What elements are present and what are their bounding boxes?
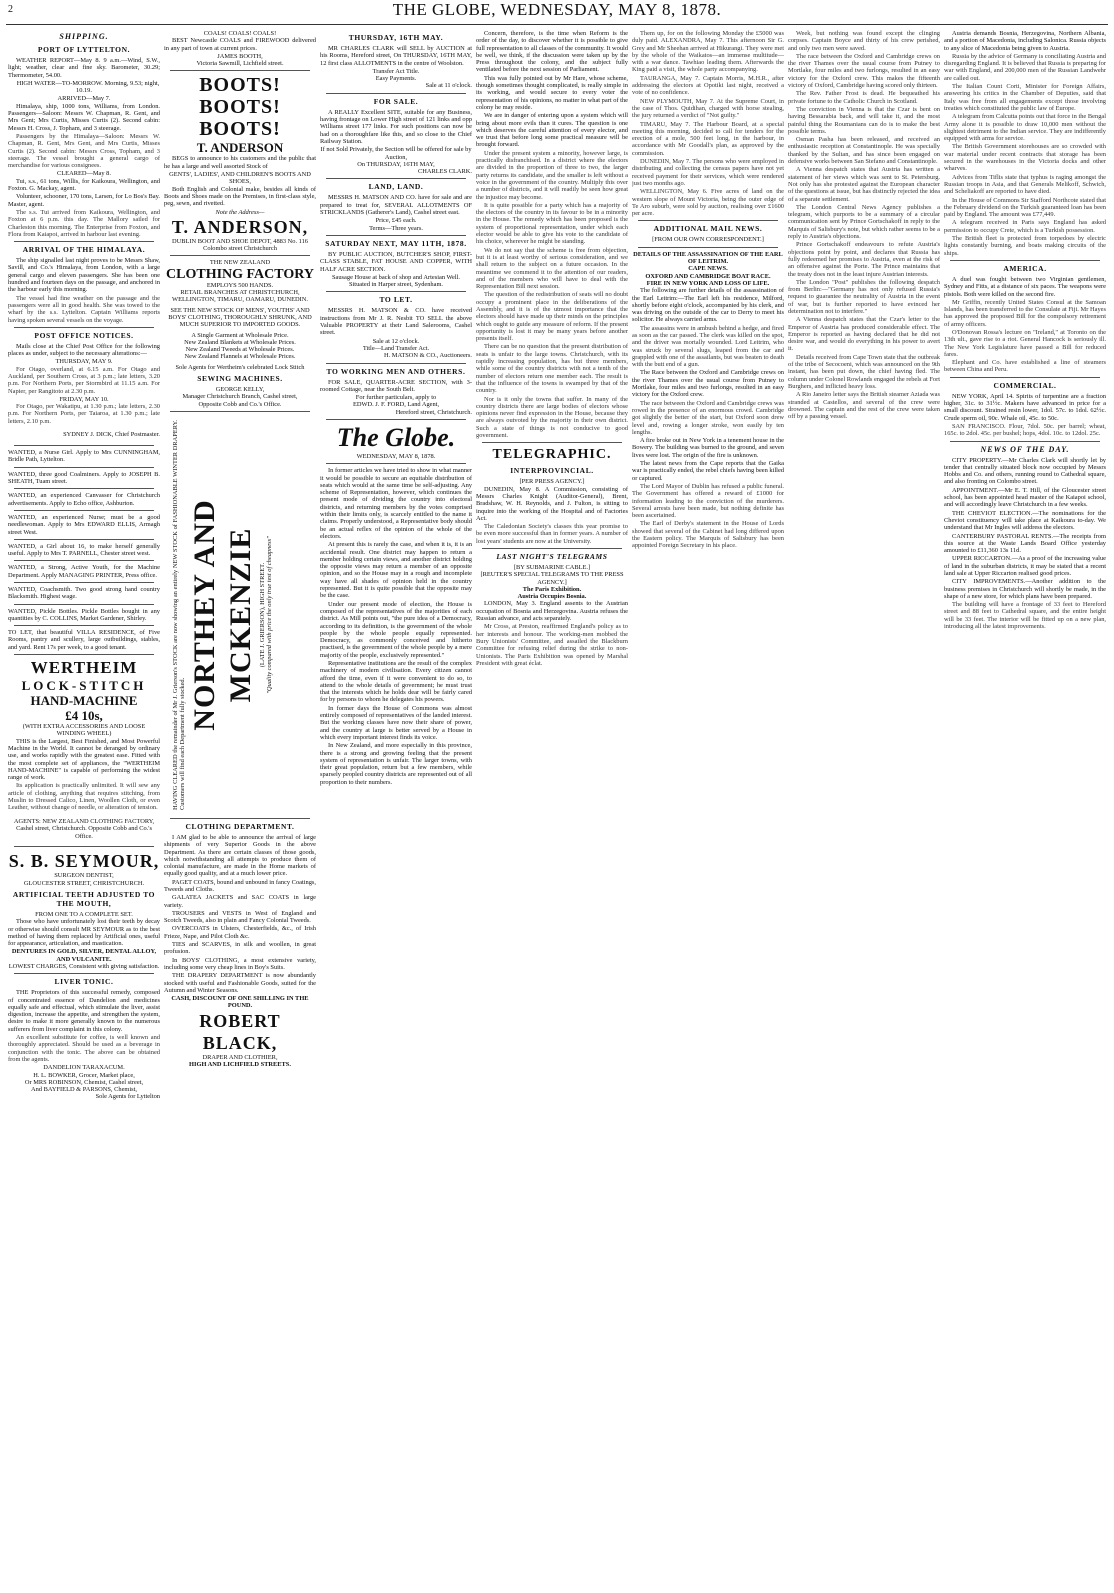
clothing-dept-cash: CASH, DISCOUNT OF ONE SHILLING IN THE POUND. <box>171 995 309 1010</box>
wertheim-agents: AGENTS: NEW ZEALAND CLOTHING FACTORY, Cashel street, Christchurch. Opposite Cobb and Co.'s Office. <box>13 818 155 840</box>
editorial-paragraph: Representative institutions are the result of the complex machinery of modern civilisation. Every citizen cannot afford the time, even if it were convenient to do so, to attend to the whole details of government; he must trust that the interests which he holds dear will be fairly cared for by persons to whom he delegates his powers. <box>320 660 472 704</box>
coals-name: JAMES BOOTH, <box>217 52 263 60</box>
interprovincial-title: INTERPROVINCIAL. <box>510 466 594 476</box>
seymour-from: FROM ONE TO A COMPLETE SET. <box>35 910 133 918</box>
clothing-flannels: New Zealand Flannels at Wholesale Prices. <box>184 353 296 361</box>
paris-heading: The Paris Exhibition. <box>522 585 582 593</box>
editorial-paragraph: We are in danger of entering upon a system which will bring about more evils than it cures. The question is one which deserves the careful attention of every elector, and we trust that before long some practical measure will be brought forward. <box>476 112 628 149</box>
auction-terms: Title—Land Transfer Act. <box>362 344 430 352</box>
auction-body: FOR SALE, QUARTER-ACRE SECTION, with 3-roomed Cottage, near the South Belt. <box>320 378 472 393</box>
boots-heading-2: BOOTS! <box>199 118 281 141</box>
post-office-text: Mails close at the Chief Post Office for the following places as under, subject to the necessary alterations:— <box>8 342 160 358</box>
auction-ad <box>320 182 472 231</box>
robert-black-draper: DRAPER AND CLOTHIER, <box>202 1053 278 1061</box>
america-title: AMERICA. <box>1003 263 1047 273</box>
northey-late: (LATE J. GRIERSON), HIGH STREET. <box>258 562 266 668</box>
boots-note: Note the Address— <box>215 208 265 216</box>
northey-name: NORTHEY AND MCKENZIE <box>187 499 257 731</box>
auction-title: Price, £45 each. <box>375 217 417 225</box>
masthead-title: THE GLOBE, WEDNESDAY, MAY 8, 1878. <box>392 0 722 19</box>
auction-body: MR CHARLES CLARK will SELL by AUCTION at his Rooms, Hereford street, On THURSDAY, 16TH MAY, 12 first class ALLOTMENTS in the centre of Woolston. <box>320 45 472 67</box>
shipping-heading: SHIPPING. <box>59 32 109 41</box>
london-telegram: LONDON, May 3. England assents to the Austrian occupation of Bosnia and Herzegovina. Austria refuses the Russian advance, and acts separately. <box>476 600 628 623</box>
clothing-factory-ad <box>164 259 316 407</box>
clothing-dept-item: PAGET COATS, bound and unbound in fancy Coatings, Tweeds and Cloths. <box>164 878 316 893</box>
seymour-ad <box>8 850 160 970</box>
news-item: CANTERBURY PASTORAL RENTS.—The receipts from this source at the Waste Lands Board Office yesterday amounted to £11,360 13s 11d. <box>944 532 1106 555</box>
column-4: Concern, therefore, is the time when Reform is the order of the day, to discover whether it is possible to give full representation to all classes of the community. It would be well, we think, if the discussion were taken up by the Press throughout the colony, and the subject fully ventilated before the next session of Parliament. This was fully pointed out by Mr Hare, whose scheme, though sometimes thought complicated, is really simple in its working, and would secure to every voter the representation of his opinions, no matter in what part of the colony he may reside. We are in danger of entering upon a system which will bring about more evils than it cures. The question is one which deserves the careful attention of every elector, and we trust that before long some practical measure will be brought forward. Under the present system a minority, however large, is practically disfranchised. In a district where the electors are divided in the proportion of three to two, the larger party returns its candidate, and the smaller is left without a voice in the government of the country. Multiply this over a number of districts, and it will readily be seen how great the injustice may become. It is quite possible for a party which has a majority of the electors of the country in its favour to be in a minority in the House. The remedy which has been proposed is the system of proportional representation, under which each elector would be able to give his vote to the candidate of his choice, wherever he might be standing. We do not say that the scheme is free from objection, but it is at least worthy of serious consideration, and we shall return to the subject on a future occasion. In the meantime we commend it to the attention of our readers, and of the members who will have to deal with the Representation Bill next session. The question of the redistribution of seats will no doubt occupy a prominent place in the deliberations of the Assembly, and it is of the utmost importance that the electors should have made up their minds on the principles which ought to guide any measure of reform. If the present opportunity is lost it may be many years before another presents itself. There can be no question that the present distribution of seats is unfair to the large towns. Christchurch, with its rapidly increasing population, has but three members, while some of the country districts with not a tenth of the number of electors return one member each. The result is that the influence of the towns is swamped by that of the country. Nor is it only the towns that suffer. In many of the country districts there are large bodies of electors whose opinions never find expression in the House, because they are always outvoted by the majority in their own district. Such a state of things is not conducive to good government. TELEGRAPHIC. INTERPROVINCIAL. [PER PRESS AGENCY.] DUNEDIN, May 8. A Commission, consisting of Messrs Charles Knight (Auditor-General), Brent, Bradshaw, W. H. Reynolds, and J. Fulton, is sitting to inquire into the working of the Hospital and of Factories Act. The Caledonian Society's classes this year promise to be even more successful than in former years. A number of lost years' students are now at the University. LAST NIGHT'S TELEGRAMS [BY SUBMARINE CABLE.] [REUTER'S SPECIAL TELEGRAMS TO THE PRESS AGENCY.] The Paris Exhibition. Austria Occupies Bosnia. LONDON, May 3. England assents to the Austrian occupation of Bosnia and Herzegovina. Austria refuses the Russian advance, and acts separately. Mr Cross, at Preston, reaffirmed England's policy as to her interests and honour. The working-men mobbed the Bury Unionists' Committee, and assailed the Blackburn Committee for refusing relief during the strike to non-Unionists. The Paris Exhibition was opened by Marshal President with great éclat. <box>476 30 628 1585</box>
liver-agent: Or MRS ROBINSON, Chemist, Cashel street, <box>24 1078 144 1086</box>
clothing-single: A Single Garment at Wholesale Price. <box>191 331 289 339</box>
seymour-teeth: ARTIFICIAL TEETH ADJUSTED TO THE MOUTH, <box>12 889 156 908</box>
press-agency: [PER PRESS AGENCY.] <box>519 478 585 486</box>
editorial-paragraph: Under our present mode of election, the House is composed of the representatives of the majorities of each district. As Mill points out, "the pure idea of a Democracy, according to its definition, is the government of the whole people by the whole people equally represented. Democracy, as commonly conceived and hitherto practised, is the government of the whole people by a mere majority of the people, exclusively represented." <box>320 600 472 659</box>
news-item: CITY PROPERTY.—Mr Charles Clark will shortly let by tender that centrally situated block now occupied by Messrs Hobbs and Co. and others, running round to Cathedral square, and also fronting on Colombo street. <box>944 456 1106 486</box>
liver-taraxacum: DANDELION TARAXACUM. <box>43 1064 125 1072</box>
last-night-title: LAST NIGHT'S TELEGRAMS <box>496 552 608 561</box>
commercial-news: NEW YORK, April 14. Spirits of turpentine are a fraction higher, 31c. to 31½c. Makers have advanced in price for a small discount. Strained resin lower, 1dol. 57c. to 1dol. 62½c. Crude sperm oil, 90c. Whale oil, 45c. to 50c. <box>944 392 1106 422</box>
auction-ad <box>320 295 472 359</box>
boots-body: BEGS to announce to his customers and the public that he has a large and well assorted Stock of <box>164 155 316 170</box>
boots-body-2: Both English and Colonial make, besides all kinds of Boots and Shoes made on the Premises, in first-class style, peg, sewn, and rivetted. <box>164 185 316 208</box>
seymour-name: S. B. SEYMOUR, <box>8 851 160 872</box>
commercial-title: COMMERCIAL. <box>993 380 1057 390</box>
arrived-text: Himalaya, ship, 1000 tons, Williams, from London. Passengers—Saloon: Messrs W. Chapman, R. Gent, and Mrs Gent; Mrs Curtis, Misses Curtis (2). Second cabin: Messrs H. Cross, J. Topham, and 3 steerage. <box>8 102 160 132</box>
america-news: A duel was fought between two Virginian gentlemen, Sydney and Fitts, at a distance of six paces. The weapons were pistols. Both were killed on the second fire. <box>944 275 1106 298</box>
auction-body: BY PUBLIC AUCTION, BUTCHER'S SHOP, FIRST-CLASS STABLE, FAT HOUSE AND COPPER, WITH HALF ACRE SECTION. <box>320 250 472 273</box>
globe-title: The Globe. <box>336 422 456 452</box>
auction-terms: EDWD. J. F. FORD, Land Agent, <box>352 401 440 409</box>
clothing-dept-item: TIES and SCARVES, in silk and woollen, in great profusion. <box>164 941 316 956</box>
column-5: Them up, for on the following Monday the £5000 was duly paid. ALEXANDRA, May 7. This afternoon Sir G. Grey and Mr Sheehan arrived at Hikurangi. They were met by the whole of the Waikatos—an immense multitude—with a war dance. Tawhiao leading them. Afterwards the King paid a visit, the whole party accompanying. TAURANGA, May 7. Captain Morris, M.H.R., after addressing the electors at Opotiki last night, received a vote of no confidence. NEW PLYMOUTH, May 7. At the Supreme Court, in the case of Thos. Quidihan, charged with horse stealing, the jury returned a verdict of "Not guilty." TIMARU, May 7. The Harbour Board, at a special meeting this morning, decided to call for tenders for the erection of a mole, 500 feet long, in the harbour, in accordance with Mr Goodall's plan, as approved by the commission. DUNEDIN, May 7. The persons who were employed in distributing and collecting the census papers have not yet received payment for their services, which were rendered just two months ago. WELLINGTON, May 6. Five acres of land on the western slope of Mount Victoria, being the outer edge of Te Aro suburb, were sold by auction, realising over £1600 per acre. ADDITIONAL MAIL NEWS. [FROM OUR OWN CORRESPONDENT.] DETAILS OF THE ASSASSINATION OF THE EARL OF LEITRIM. CAPE NEWS. OXFORD AND CAMBRIDGE BOAT RACE. FIRE IN NEW YORK AND LOSS OF LIFE. The following are further details of the assassination of the Earl Leitrim:—The Earl left his residence, Milford, shortly before eight o'clock, accompanied by his clerk, and was driving on the outside of the car to Derry to meet his solicitor. He always carried arms. The assassins were in ambush behind a hedge, and fired as soon as the car passed. The clerk was killed on the spot, and the driver was mortally wounded. Lord Leitrim, who was struck by several slugs, leaped from the car and grappled with one of the assailants, but was beaten to death with the butt end of a gun. The Race between the Oxford and Cambridge crews on the river Thames over the usual course from Putney to Mortlake, four miles and two furlongs, resulted in an easy victory for the Oxford crew. The race between the Oxford and Cambridge crews was rowed in the presence of an enormous crowd. Cambridge got slightly the better of the start, but Oxford soon drew level and, rowing a longer stroke, won easily by ten lengths. A fire broke out in New York in a tenement house in the Bowery. The building was burned to the ground, and seven lives were lost. The origin of the fire is unknown. The latest news from the Cape reports that the Gaika war is practically ended, the rebel chiefs having been killed or captured. The Lord Mayor of Dublin has refused a public funeral. The Government has offered a reward of £1000 for information leading to the conviction of the murderers. Several arrests have been made, but nothing definite has been ascertained. The Earl of Derby's statement in the House of Lords showed that several of the Cabinet had long differed upon the Eastern policy. The Marquis of Salisbury has been appointed Foreign Secretary in his place. <box>632 30 784 1585</box>
liver-sole-agents: Sole Agents for Lyttelton <box>95 1093 160 1101</box>
clothing-dept-item: GALATEA JACKETS and SAC COATS in large variety. <box>164 894 316 909</box>
northey-side: HAVING CLEARED the remainder of Mr J. Grierson's STOCK are now showing an entirely NEW STOCK of FASHIONABLE WINTER DRAPERY. Customers will find each Department fully stocked. <box>172 419 187 810</box>
clothing-dept-ad <box>164 822 316 1068</box>
clothing-dept-item: THE DRAPERY DEPARTMENT is now abundantly stocked with useful and Fashionable Goods, suited for the Autumn and Winter Seasons. <box>164 972 316 994</box>
post-friday: FRIDAY, MAY 10. <box>59 395 109 403</box>
cleared-title: CLEARED—May 8. <box>57 170 111 178</box>
liver-title: LIVER TONIC. <box>54 977 114 987</box>
boots-name-2: T. ANDERSON, <box>171 216 309 237</box>
clothing-title: CLOTHING FACTORY <box>166 266 314 282</box>
auction-date: FOR SALE. <box>373 96 419 106</box>
wanted-ad: WANTED, Pickle Bottles. Pickle Bottles bought in any quantities by C. COLLINS, Market Gardener, Shirley. <box>8 607 160 622</box>
news-of-the-day-title: NEWS OF THE DAY. <box>980 444 1070 454</box>
clothing-dept-item: OVERCOATS in Ulsters, Chesterfields, &c., of Irish Frieze, Nape, and Pilot Cloth &c. <box>164 925 316 940</box>
wertheim-body: THIS is the Largest, Best Finished, and Most Powerful Machine in the World. It cannot be deranged by ordinary use, and works rapidly with the greatest ease. Fitted with the most complete set of appliances, the "WERTHEIM HAND-MACHINE" is capable of performing the widest range of work. <box>8 737 160 782</box>
postmaster: SYDNEY J. DICK, Chief Postmaster. <box>63 431 160 439</box>
editorial-paragraph: In New Zealand, and more especially in this province, there is a strong and growing feeling that the present system of representation is unfair. The larger towns, with their great population, return but a few members, while sparsely peopled country districts are represented out of all proportion to their numbers. <box>320 742 472 786</box>
mail-news-title: ADDITIONAL MAIL NEWS. <box>653 224 763 234</box>
auction-body: A REALLY Excellent SITE, suitable for any Business, having frontage on Lower High street of 121 links and opp Williams street 177 links. For such positions can now be had on a thoroughfare like this, and so close to the Chief Railway Station. <box>320 108 472 145</box>
news-item: UPPER RICCARTON.—As a proof of the increasing value of land in the suburban districts, it may be stated that a recent land sale at Upper Riccarton realised good prices. <box>944 555 1106 577</box>
fire-heading: FIRE IN NEW YORK AND LOSS OF LIFE. <box>646 279 770 287</box>
editorial-paragraph: In former articles we have tried to show in what manner it would be possible to secure an equitable distribution of seats which would at the same time be self-adjusting. Any scheme of Representation, however, which continues the present mode of dividing the country into electoral districts, and returning members by the votes comprised within their limits only, is scarcely entitled to the name it claims. Properly understood, a Representative body should be an actual reflex of the opinion of the whole of the electors. <box>320 467 472 540</box>
news-item: APPOINTMENT.—Mr E. T. Hill, of the Gloucester street school, has been appointed head master of the Kaiapoi school, and will accordingly leave Christchurch in a few weeks. <box>944 486 1106 509</box>
mail-paragraph: The Race between the Oxford and Cambridge crews on the river Thames over the usual course from Putney to Mortlake, four miles and two furlongs, resulted in an easy victory for the Oxford crew. <box>632 369 784 399</box>
northey-quote: "Quality compared with price the only true test of cheapness" <box>265 536 273 694</box>
auction-footer: H. MATSON & CO., Auctioneers. <box>383 352 472 360</box>
boots-line: GENTS', LADIES', AND CHILDREN'S BOOTS AND SHOES, <box>169 171 311 186</box>
reuter-subtitle: [REUTER'S SPECIAL TELEGRAMS TO THE PRESS AGENCY.] <box>480 571 624 586</box>
sailed-text: Volunteer, schooner, 170 tons, Larsen, for Lo Bos's Bay. Master, agent. <box>8 193 160 208</box>
auction-body: MESSRS H. MATSON & CO. have received instructions from Mr J. R. Nesbit TO SELL the above Valuable PROPERTY at their Land Salerooms, Cashel street. <box>320 307 472 337</box>
editorial-paragraph: At present this is rarely the case, and when it is, it is an accidental result. One district may happen to return a member holding certain views, and another district holding the opposite views may return a member of an opposite opinion, and so the House may in a rough and incomplete way have all shades of opinion held in the country represented. But it is quite possible that the opposite may be the case. <box>320 541 472 600</box>
clothing-sewing: SEWING MACHINES. <box>197 374 283 384</box>
wanted-ad: WANTED, Coachsmith. Two good strong hand country Blacksmith. Highest wage. <box>8 586 160 601</box>
auction-body: MESSRS H. MATSON AND CO. have for sale and are prepared to treat for, SEVERAL ALLOTMENTS OF STRICKLANDS (Gatherer's Land), Cashel street east. <box>320 194 472 217</box>
news-item: THE CHEVIOT ELECTION.—The nominations for the Cheviot constituency will take place at Kaikoura to-day. We understand that Mr Ingles will address the electors. <box>944 509 1106 532</box>
auction-ad <box>320 97 472 176</box>
telegraphic-title: TELEGRAPHIC. <box>492 447 612 463</box>
auction-date: TO WORKING MEN AND OTHERS. <box>326 366 466 376</box>
weather-report: WEATHER REPORT—May 8. 9 a.m.—Wind, S.W., light; weather, clear and fine sky. Barometer, 30.29; Thermometer, 54.00. <box>8 57 160 79</box>
port-heading: PORT OF LYTTELTON. <box>37 45 131 54</box>
seymour-body: Those who have unfortunately lost their teeth by decay or otherwise should consult MR SEYMOUR as to the best method of having them replaced by Artificial ones, useful for appearance, articulation, and mastication. <box>8 918 160 948</box>
column-7: Austria demands Bosnia, Herzegovina, Northern Albania, and a portion of Macedonia, including Salonica. Russia objects to any slice of Macedonia being given to Austria. Russia by the advice of Germany is conciliating Austria and disregarding England. It is believed that Russia is preparing for war with England, and 200,000 men of the Russian Landwehr are called out. The Italian Count Corti, Minister for Foreign Affairs, answering his critics in the Chamber of Deputies, said that Italy was free from all engagements except those involving treaties which constituted the public law of Europe. A telegram from Calcutta points out that force in the Bengal Army alone it is possible to draw 10,000 men without the slightest detriment to the Indian service. They are indifferently equipped with arms for service. The British Government storehouses are so crowded with war material under recent contracts that storage has been secured in the warehouses in the Victoria docks and other wharves. Advices from Tiflis state that typhus is raging amongst the Russian troops in Asia, and that Generals Melikoff, Schwich, and Scheliakoff are reported to have died. In the House of Commons Sir Stafford Northcote stated that the February dividend on the Turkish guaranteed loan has been paid by England. The amount was £77,449. A telegram received in Paris says England has asked permission to occupy Crete, which is a Turkish possession. The British fleet is protected from torpedoes by electric lights constantly burning, and boats making circuits of the ships. AMERICA. A duel was fought between two Virginian gentlemen, Sydney and Fitts, at a distance of six paces. The weapons were pistols. Both were killed on the second fire. Mr Griffin, recently United States Consul at the Samoan Islands, has been transferred to the Consulate at Fiji. Mr Hayes has approved the proposed Bill for the compulsory retirement of army officers. O'Donovan Rossa's lecture on "Ireland," at Toronto on the 13th ult., gave rise to a riot. General Hancock is seriously ill. The New York Legislature have passed a Bill for reduced fares. Elephant and Co. have established a line of steamers between China and Peru. COMMERCIAL. NEW YORK, April 14. Spirits of turpentine are a fraction higher, 31c. to 31½c. Makers have advanced in price for a small discount. Strained resin lower, 1dol. 57c. to 1dol. 62½c. Crude sperm oil, 90c. Whale oil, 45c. to 50c. SAN FRANCISCO. Flour, 7dol. 50c. per barrel; wheat, 165c. to 2dol. 45c. per bushel; hops, 4dol. 10c. to 12dol. 25c. NEWS OF THE DAY. CITY PROPERTY.—Mr Charles Clark will shortly let by tender that centrally situated block now occupied by Messrs Hobbs and Co. and others, running round to Cathedral square, and also fronting on Colombo street. APPOINTMENT.—Mr E. T. Hill, of the Gloucester street school, has been appointed head master of the Kaiapoi school, and will accordingly leave Christchurch in a few weeks. THE CHEVIOT ELECTION.—The nominations for the Cheviot constituency will take place at Kaikoura to-day. We understand that Mr Ingles will address the electors. CANTERBURY PASTORAL RENTS.—The receipts from this source at the Waste Lands Board Office yesterday amounted to £11,360 13s 11d. UPPER RICCARTON.—As a proof of the increasing value of land in the suburban districts, it may be stated that a recent land sale at Upper Riccarton realised good prices. CITY IMPROVEMENTS.—Another addition to the business premises in Christchurch will shortly be made, in the shape of a new store, for which plans have been prepared. The building will have a frontage of 33 feet to Hereford street and 88 feet to Cathedral square, and the entire height will be 33 feet. The interior will be fitted up on a new plan, introducing all the latest improvements. <box>944 30 1106 631</box>
auction-ad <box>320 367 472 416</box>
own-correspondent: [FROM OUR OWN CORRESPONDENT.] <box>652 236 764 244</box>
robert-black-address: HIGH AND LICHFIELD STREETS. <box>189 1061 291 1069</box>
cleared-text: Tui, s.s., 61 tons, Willis, for Kaikoura, Wellington, and Foxton. G. Mackay, agent. <box>8 177 160 193</box>
auction-terms: Terms—Three years. <box>369 224 423 232</box>
arrival-title: ARRIVAL OF THE HIMALAYA. <box>22 245 146 255</box>
austria-heading: Austria Occupies Bosnia. <box>517 593 587 601</box>
wanted-ad: WANTED, a Strong, Active Youth, for the Machine Department. Apply MANAGING PRINTER, Press office. <box>8 564 160 579</box>
northey-ad <box>164 415 316 815</box>
editorial-paragraph: This was fully pointed out by Mr Hare, whose scheme, though sometimes thought complicated, is really simple in its working, and would secure to every voter the representation of his opinions, no matter in what part of the colony he may reside. <box>476 74 628 111</box>
auction-title: For further particulars, apply to <box>355 394 437 402</box>
auction-date: THURSDAY, 16TH MAY. <box>348 33 444 42</box>
auction-terms: On THURSDAY, 16TH MAY, <box>357 160 435 168</box>
liver-agent: H. L. BOWKER, Grocer, Market place, <box>33 1071 135 1079</box>
auction-date: LAND, LAND. <box>368 182 424 192</box>
liver-agent: And BAYFIELD & PARSONS, Chemist, <box>30 1086 138 1094</box>
clothing-see: SEE THE NEW STOCK OF MENS', YOUTHS' AND BOYS' CLOTHING, THOROUGHLY SHRUNK, AND MUCH SUPERIOR TO IMPORTED GOODS. <box>168 306 312 329</box>
wertheim-sub: HAND-MACHINE <box>30 693 138 709</box>
post-office-title: POST OFFICE NOTICES. <box>34 330 134 340</box>
post-thursday: THURSDAY, MAY 9. <box>55 358 113 366</box>
seymour-charges: LOWEST CHARGES, Consistent with giving satisfaction. <box>8 962 160 970</box>
liver-tonic-ad: LIVER TONIC. THE Proprietors of this successful remedy, composed of concentrated essence of Dandelion and medicines equally safe and effectual, which stimulate the liver, assist digestion, increase the appetite, and strengthen the system, desire to make it more generally known to the numerous sufferers from liver complaint in this colony. An excellent substitute for coffee, is well known and thoroughly appreciated. Should be used as a beverage in conjunction with the tonic. The above can be obtained from the agents. DANDELION TARAXACUM. H. L. BOWKER, Grocer, Market place, Or MRS ROBINSON, Chemist, Cashel street, And BAYFIELD & PARSONS, Chemist, Sole Agents for Lyttelton <box>8 977 160 1101</box>
clothing-manager: GEORGE KELLY, <box>215 386 265 394</box>
boots-name: T. ANDERSON <box>196 140 284 156</box>
column-1: SHIPPING. PORT OF LYTTELTON. WEATHER REPORT—May 8. 9 a.m.—Wind, S.W., light; weather, clear and fine sky. Barometer, 30.29; Thermometer, 54.00. HIGH WATER—TO-MORROW. Morning, 9.53; night, 10.19. ARRIVED—May 7. Himalaya, ship, 1000 tons, Williams, from London. Passengers—Saloon: Messrs W. Chapman, R. Gent, and Mrs Gent; Mrs Curtis, Misses Curtis (2). Second cabin: Messrs H. Cross, J. Topham, and 3 steerage. Passengers by the Himalaya—Saloon: Messrs W. Chapman, R. Gent, Mrs Gent, and Mrs Curtis, Misses Curtis (2). Second cabin: Messrs Cross, Topham, and 3 steerage. The vessel brought a general cargo of merchandise for various consignees. CLEARED—May 8. Tui, s.s., 61 tons, Willis, for Kaikoura, Wellington, and Foxton. G. Mackay, agent. Volunteer, schooner, 170 tons, Larsen, for Lo Bos's Bay. Master, agent. The s.s. Tui arrived from Kaikoura, Wellington, and Foxton at 6 p.m. this day. The Mallory sailed for Charleston this morning. The Enterprise from Foxton, and Flora from Kaiapoi, arrived in harbour last evening. ARRIVAL OF THE HIMALAYA. The ship signalled last night proves to be Messrs Shaw, Savill, and Co.'s Himalaya, from London, with a large general cargo and eleven passengers. She has been one hundred and fourteen days on the passage, and anchored in the harbour early this morning. The vessel had fine weather on the passage and the passengers were all in good health. She was towed to the wharf by the s.s. Lyttelton. Captain Williams reports having spoken several vessels on the voyage. POST OFFICE NOTICES. Mails close at the Chief Post Office for the following places as under, subject to the necessary alterations:— THURSDAY, MAY 9. For Otago, overland, at 6.15 a.m. For Otago and Auckland, per Southern Cross, at 3 p.m.; late letters, 3.20 p.m. For Northern Ports, per Stormbird at 11.15 a.m. For Napier, per Rangitoto at 2.30 p.m. FRIDAY, MAY 10. For Otago, per Wakatipu, at 1.30 p.m.; late letters, 2.30 p.m. For Northern Ports, per Taiaroa, at 1.30 p.m.; late letters, 2.10 p.m. SYDNEY J. DICK, Chief Postmaster. WANTED, a Nurse Girl. Apply to Mrs CUNNINGHAM, Bridle Path, Lyttelton. WANTED, three good Coalminers. Apply to JOSEPH B. SHEATH, Tuam street. WANTED, an experienced Canvasser for Christchurch advertisements. Apply to Echo office, Ashburton. WANTED, an experienced Nurse; must be a good needlewoman. Apply to Mrs EDWARD ELLIS, Armagh street West. WANTED, a Girl about 16, to make herself generally useful. Apply to Mrs T. PARNELL, Chester street west. WANTED, a Strong, Active Youth, for the Machine Department. Apply MANAGING PRINTER, Press office. WANTED, Coachsmith. Two good strong hand country Blacksmith. Highest wage. WANTED, Pickle Bottles. Pickle Bottles bought in any quantities by C. COLLINS, Market Gardener, Shirley. TO LET, that beautiful VILLA RESIDENCE, of Five Rooms, pantry and scullery, large outbuildings, stables, and yard. Rent 17s per week, to a good tenant. WERTHEIM LOCK-STITCH HAND-MACHINE £4 10s, (WITH EXTRA ACCESSORIES AND LOOSE WINDING WHEEL) THIS is the Largest, Best Finished, and Most Powerful Machine in the World. It cannot be deranged by ordinary use, and works rapidly with the greatest ease. Fitted with the most complete set of appliances, the "WERTHEIM HAND-MACHINE" is capable of performing the widest range of work. Its application is practically unlimited. It will sew any article of clothing, anything that requires stitching, from Muslin to Dressed Calico, Linen, Woollen Cloth, or even Leather, without change of needle, or alteration of tension. AGENTS: NEW ZEALAND CLOTHING FACTORY, Cashel street, Christchurch. Opposite Cobb and Co.'s Office. S. B. SEYMOUR, SURGEON DENTIST, GLOUCESTER STREET, CHRISTCHURCH. ARTIFICIAL TEETH ADJUSTED TO THE MOUTH, FROM ONE TO A COMPLETE SET. Those who have unfortunately lost their teeth by decay or otherwise should consult MR SEYMOUR as to the best method of having them replaced by Artificial ones, useful for appearance, articulation, and mastication. DENTURES IN GOLD, SILVER, DENTAL ALLOY, AND VULCANITE. LOWEST CHARGES, Consistent with giving satisfaction. LIVER TONIC. THE Proprietors of this successful remedy, composed of concentrated essence of Dandelion and medicines equally safe and effectual, which stimulate the liver, assist digestion, increase the appetite, and strengthen the system, desire to make it more generally known to the numerous sufferers from liver complaint in this colony. An excellent substitute for coffee, is well known and thoroughly appreciated. Should be used as a beverage in conjunction with the tonic. The above can be obtained from the agents. DANDELION TARAXACUM. H. L. BOWKER, Grocer, Market place, Or MRS ROBINSON, Chemist, Cashel street, And BAYFIELD & PARSONS, Chemist, Sole Agents for Lyttelton <box>8 30 160 1585</box>
wanted-ad: WANTED, three good Coalminers. Apply to JOSEPH B. SHEATH, Tuam street. <box>8 470 160 486</box>
oxford-heading: OXFORD AND CAMBRIDGE BOAT RACE. <box>645 272 771 280</box>
column-3 <box>320 30 472 1585</box>
high-water: HIGH WATER—TO-MORROW. Morning, 9.53; night, 10.19. <box>16 79 160 95</box>
auction-ad <box>320 33 472 90</box>
auction-title: Sausage House at back of shop and Artesian Well. <box>331 273 461 281</box>
cable-subtitle: [BY SUBMARINE CABLE.] <box>513 564 591 571</box>
arrival-text: The ship signalled last night proves to be Messrs Shaw, Savill, and Co.'s Himalaya, from London, with a large general cargo and eleven passengers. She has been one hundred and fourteen days on the passage, and anchored in the harbour early this morning. <box>8 257 160 294</box>
wanted-ad: WANTED, a Girl about 16, to make herself generally useful. Apply to Mrs T. PARNELL, Chester street west. <box>8 542 160 558</box>
editorial-paragraph: In former days the House of Commons was almost entirely composed of representatives of the landed interest. But the working classes have now their share of power, and the country at large is better served by a House in which every important interest finds its voice. <box>320 704 472 741</box>
masthead-rule <box>6 24 1108 25</box>
auction-date: TO LET. <box>379 295 413 305</box>
masthead <box>0 0 1114 22</box>
wertheim-with: (WITH EXTRA ACCESSORIES AND LOOSE WINDING WHEEL) <box>22 723 146 738</box>
coals-address: Victoria Sawmill, Lichfield street. <box>196 60 284 68</box>
globe-date: WEDNESDAY, MAY 8, 1878. <box>356 452 436 460</box>
wanted-ad: WANTED, an experienced Canvasser for Christchurch advertisements. Apply to Echo office, Ashburton. <box>8 492 160 507</box>
arrived-title: ARRIVED—May 7. <box>57 95 111 103</box>
clothing-dept-body: I AM glad to be able to announce the arrival of large shipments of very Superior Goods in the above Department. As there are certain classes of those goods, which notwithstanding all attempts to produce them of colonial manufacture, are made in the Home markets of equally good quality, and at a much lower price. <box>164 833 316 878</box>
editorial <box>320 467 472 786</box>
news-item: CITY IMPROVEMENTS.—Another addition to the business premises in Christchurch will shortly be made, in the shape of a new store, for which plans have been prepared. <box>944 578 1106 600</box>
dunedin-telegram: DUNEDIN, May 8. A Commission, consisting of Messrs Charles Knight (Auditor-General), Brent, Bradshaw, W. H. Reynolds, and J. Fulton, is sitting to inquire into the working of the Hospital and of Factories Act. <box>476 485 628 522</box>
editorial-paragraph: Concern, therefore, is the time when Reform is the order of the day, to discover whether it is possible to give full representation to all classes of the community. It would be well, we think, if the discussion were taken up by the Press throughout the colony, and the subject fully ventilated before the next session of Parliament. <box>476 30 628 74</box>
auction-terms: Situated in Harper street, Sydenham. <box>348 281 444 289</box>
coals-body: BEST Newcastle COALS and FIREWOOD delivered in any part of town at current prices. <box>164 37 316 52</box>
boots-address: DUBLIN BOOT AND SHOE DEPOT, 4883 No. 116 Colombo street Christchurch <box>171 237 309 253</box>
liver-body: THE Proprietors of this successful remedy, composed of concentrated essence of Dandelion and medicines equally safe and effectual, which stimulate the liver, assist digestion, increase the appetite, and strengthen the system, desire to make it more generally known to the numerous sufferers from liver complaint in this colony. <box>8 989 160 1033</box>
auction-footer: Sale at 11 o'clock. <box>425 82 472 90</box>
clothing-blankets: New Zealand Blankets at Wholesale Prices. <box>184 338 296 346</box>
coals-heading: COALS! COALS! COALS! <box>203 30 277 37</box>
clothing-dept-item: In BOYS' CLOTHING, a most extensive variety, including some very cheap lines in Boy's Suits. <box>164 956 316 971</box>
auction-ad <box>320 239 472 288</box>
mail-paragraph: The following are further details of the assassination of the Earl Leitrim:—The Earl left his residence, Milford, shortly before eight o'clock, accompanied by his clerk, and was driving on the outside of the car to Derry to meet his solicitor. He always carried arms. <box>632 287 784 324</box>
auction-terms: Easy Payments. <box>375 75 417 83</box>
clothing-opposite: Opposite Cobb and Co.'s Office. <box>198 400 282 408</box>
clothing-dept-item: TROUSERS and VESTS in West of England and Scotch Tweeds, also in plain and Fancy Colonial Tweeds. <box>164 909 316 925</box>
mail-paragraph: A fire broke out in New York in a tenement house in the Bowery. The building was burned to the ground, and seven lives were lost. The origin of the fire is unknown. <box>632 437 784 459</box>
clothing-manager-2: Manager Christchurch Branch, Cashel street, <box>182 393 298 401</box>
wanted-ad: WANTED, a Nurse Girl. Apply to Mrs CUNNINGHAM, Bridle Path, Lyttelton. <box>8 449 160 464</box>
clothing-employs: EMPLOYS 500 HANDS. <box>206 281 274 289</box>
auction-date: SATURDAY NEXT, MAY 11TH, 1878. <box>325 238 467 248</box>
auction-title: Transfer Act Title. <box>372 67 420 75</box>
clothing-the: THE NEW ZEALAND <box>209 259 271 267</box>
clothing-dept-heading: CLOTHING DEPARTMENT. <box>185 821 295 831</box>
seymour-role: SURGEON DENTIST, <box>54 872 114 880</box>
seymour-dentures: DENTURES IN GOLD, SILVER, DENTAL ALLOY, AND VULCANITE. <box>11 948 157 963</box>
coals-ad <box>164 30 316 67</box>
boots-ad <box>164 74 316 252</box>
wertheim-ad: WERTHEIM LOCK-STITCH HAND-MACHINE £4 10s, (WITH EXTRA ACCESSORIES AND LOOSE WINDING WHEEL) THIS is the Largest, Best Finished, and Most Powerful Machine in the World. It cannot be deranged by ordinary use, and works rapidly with the greatest ease. Fitted with the most complete set of appliances, the "WERTHEIM HAND-MACHINE" is capable of performing the widest range of work. Its application is practically unlimited. It will sew any article of clothing, anything that requires stitching, from Muslin to Dressed Calico, Linen, Woollen Cloth, or even Leather, without change of needle, or alteration of tension. AGENTS: NEW ZEALAND CLOTHING FACTORY, Cashel street, Christchurch. Opposite Cobb and Co.'s Office. <box>8 658 160 840</box>
wertheim-price: £4 10s, <box>65 708 103 724</box>
leitrim-heading: DETAILS OF THE ASSASSINATION OF THE EARL OF LEITRIM. <box>633 250 783 266</box>
clothing-tweeds: New Zealand Tweeds at Wholesale Prices. <box>185 346 295 354</box>
boots-heading: BOOTS! BOOTS! <box>199 74 281 119</box>
column-2 <box>164 30 316 1585</box>
clothing-retail: RETAIL BRANCHES AT CHRISTCHURCH, WELLINGTON, TIMARU, OAMARU, DUNEDIN. <box>172 289 308 304</box>
robert-black: ROBERT BLACK, <box>199 1010 281 1053</box>
mail-paragraph: The latest news from the Cape reports that the Gaika war is practically ended, the rebel chiefs having been killed or captured. <box>632 460 784 482</box>
auction-footer: Hereford street, Christchurch. <box>395 408 472 416</box>
page-number: 2 <box>8 4 13 15</box>
wertheim-name: WERTHEIM <box>30 658 138 678</box>
wanted-ad: TO LET, that beautiful VILLA RESIDENCE, of Five Rooms, pantry and scullery, large outbuildings, stables, and yard. Rent 17s per week, to a good tenant. <box>8 629 160 651</box>
cape-heading: CAPE NEWS. <box>688 265 728 273</box>
auction-title: Sale at 12 o'clock. <box>372 337 420 345</box>
europe-news: Austria demands Bosnia, Herzegovina, Northern Albania, and a portion of Macedonia, including Salonica. Russia objects to any slice of Macedonia being given to Austria. <box>944 30 1106 52</box>
wanted-ad: WANTED, an experienced Nurse; must be a good needlewoman. Apply to Mrs EDWARD ELLIS, Armagh street West. <box>8 513 160 536</box>
seymour-address: GLOUCESTER STREET, CHRISTCHURCH. <box>23 879 145 887</box>
wanted-ads <box>8 449 160 651</box>
auction-footer: CHARLES CLARK. <box>418 168 472 176</box>
auction-title: If not Sold Privately, the Section will be offered for sale by Auction, <box>320 146 472 161</box>
column-6: Week, but nothing was found except the clinging corpses. Captain Boyce and thirty of his crew perished, and only two men were saved. The race between the Oxford and Cambridge crews on the river Thames over the usual course from Putney to Mortlake, four miles and two furlongs, resulted in an easy victory for the Oxford crew. This makes the fifteenth victory of Oxford, Cambridge having scored only thirteen. The Rev. Father Frost is dead. He bequeathed his private fortune to the Catholic Church in Scotland. The conviction in Vienna is that the Czar is bent on having Bessarabia back, and will take it, and the most painful thing the Roumanians can do is to make the best possible terms. Osman Pasha has been released, and received an enthusiastic reception at Constantinople. He was specially thanked by the Sultan, and has since been engaged on defensive works between San Stefano and Constantinople. A Vienna despatch states that Austria has written a statement of her views which was sent to St. Petersburg. Not only has she protested against the European character of the questions at issue, but has distinctly rejected the idea of a separate settlement. The London Central News Agency publishes a telegram, which purports to be a summary of a circular communication sent by Prince Gortschakoff in reply to the Marquis of Salisbury's note, but which rather seems to be a reply to Austria's objections. Prince Gortschakoff endeavours to refute Austria's objections point by point, and declares that Russia has fully redeemed her promises to Austria, even at the risk of an offensive against the Porte. The Prince maintains that the treaty does not in the least injure Austrian interests. The London "Post" publishes the following despatch from Berlin:—"Germany has not only refused Russia's request to guarantee the neutrality of Austria in the event of war, but is further reported to have evinced her determination not to interfere." A Vienna despatch states that the Czar's letter to the Emperor of Austria has produced considerable effect. The Emperor is reported as having declared that he did not desire war, and would do everything in his power to avert it. Details received from Cape Town state that the outbreak of the tribe of Secocoeni, which was announced on the 9th instant, has been put down, the chief having fled. The column under Colonel Rowlands engaged the rebels at Fort Burghers, and inflicted heavy loss. A Rio Janeiro letter says the British steamer Aziada was stranded at Castellos, and several of the crew were drowned. The captain and the rest of the crew were taken off by a passing vessel. <box>788 30 940 1585</box>
wertheim-title: LOCK-STITCH <box>21 678 147 694</box>
clothing-sole: Sole Agents for Wertheim's celebrated Lock Stitch <box>175 363 305 371</box>
auctions <box>320 33 472 416</box>
